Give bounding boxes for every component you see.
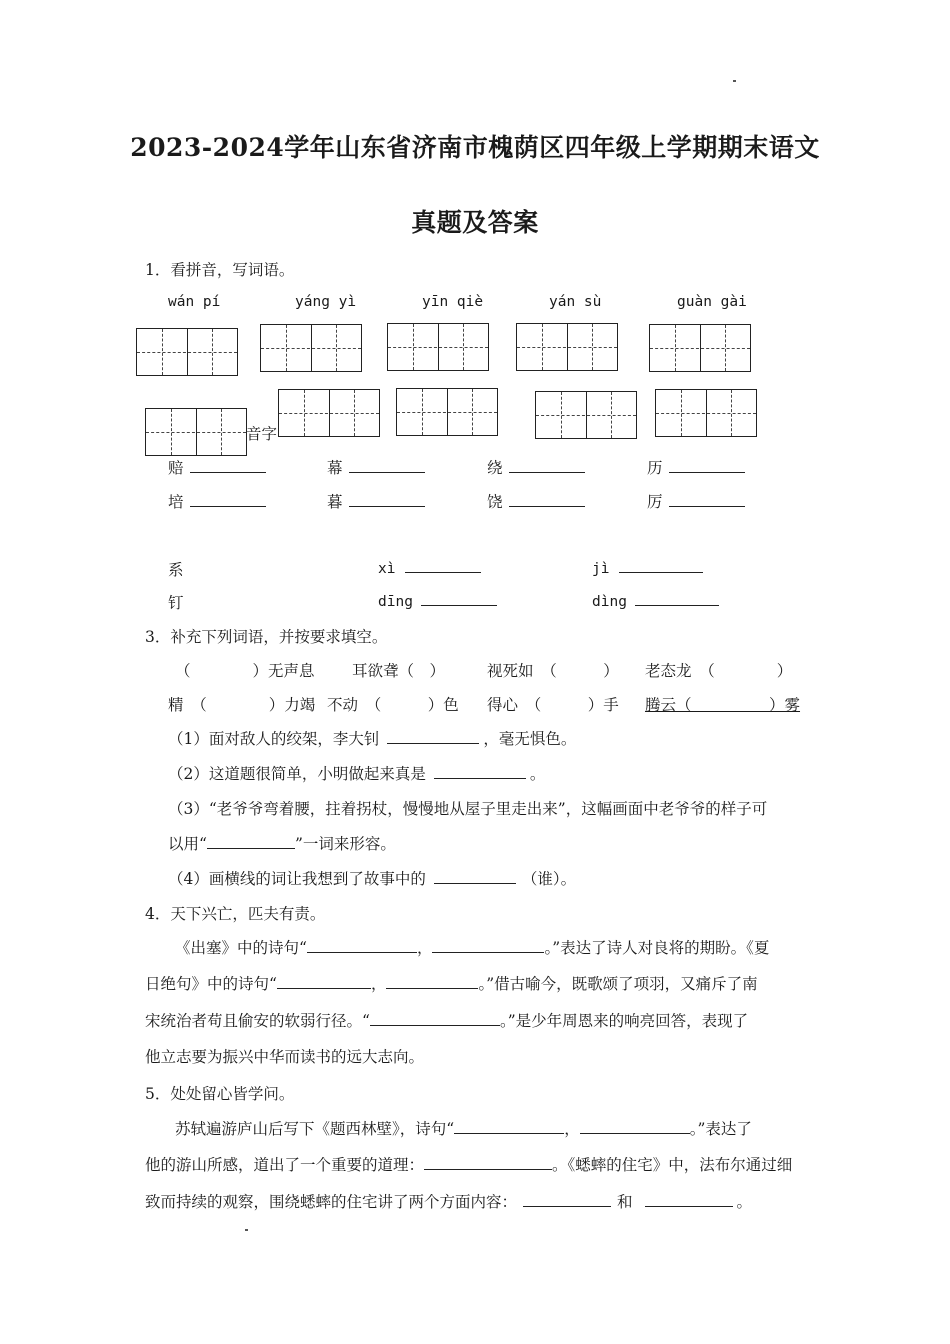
- answer-blank[interactable]: [349, 458, 425, 473]
- char: 饶: [487, 493, 503, 511]
- underlined-idiom: 腾云（ ）雾: [645, 696, 801, 714]
- stray-mark: [733, 80, 736, 82]
- idiom: 老态龙 （ ）: [645, 662, 793, 680]
- q5-line3: 致而持续的观察，围绕蟋蟀的住宅讲了两个方面内容： 和 。: [145, 1193, 753, 1211]
- q3-sub3-line2: 以用“ ”一词来形容。: [168, 835, 396, 853]
- answer-blank[interactable]: [645, 1192, 733, 1207]
- pinyin-label: jì: [592, 561, 610, 577]
- idiom: 不动 （ ）色: [327, 696, 459, 714]
- question-5-heading: 5．处处留心皆学问。: [145, 1085, 295, 1103]
- overlapped-text-fragment: 音字: [246, 425, 278, 443]
- writing-grid[interactable]: [649, 324, 751, 372]
- answer-blank[interactable]: [386, 974, 478, 989]
- pinyin-1: wán pí: [168, 294, 221, 310]
- char: 幕: [327, 459, 343, 477]
- answer-blank[interactable]: [580, 1119, 690, 1134]
- answer-blank[interactable]: [307, 938, 417, 953]
- pinyin-label: xì: [378, 561, 396, 577]
- q2-row2: [168, 490, 266, 512]
- question-1-heading: 1．看拼音，写词语。: [145, 261, 295, 279]
- answer-blank[interactable]: [509, 492, 585, 507]
- answer-blank[interactable]: [190, 458, 266, 473]
- answer-blank[interactable]: [619, 558, 703, 573]
- idiom: （ ）无声息: [175, 662, 315, 680]
- writing-grid[interactable]: [278, 389, 380, 437]
- writing-grid[interactable]: [260, 324, 362, 372]
- q5-line2: 他的游山所感，道出了一个重要的道理： 。《蟋蟀的住宅》中，法布尔通过细: [145, 1156, 793, 1174]
- writing-grid[interactable]: [516, 323, 618, 371]
- q3-sub4: （4）画横线的词让我想到了故事中的 （谁）。: [168, 870, 577, 888]
- poly-char: 系: [168, 561, 184, 579]
- stray-mark: [245, 1229, 248, 1231]
- answer-blank[interactable]: [434, 869, 516, 884]
- pinyin-5: guàn gài: [677, 294, 747, 310]
- pinyin-label: dìng: [592, 594, 627, 610]
- question-3-heading: 3．补充下列词语，并按要求填空。: [145, 628, 388, 646]
- char: 历: [647, 459, 663, 477]
- idiom: 精 （ ）力竭: [168, 696, 316, 714]
- answer-blank[interactable]: [405, 558, 481, 573]
- char: 培: [168, 493, 184, 511]
- writing-grid[interactable]: [136, 328, 238, 376]
- pinyin-4: yán sù: [549, 294, 602, 310]
- writing-grid[interactable]: [535, 391, 637, 439]
- answer-blank[interactable]: [190, 492, 266, 507]
- answer-blank[interactable]: [509, 458, 585, 473]
- page-title-line2: 真题及答案: [411, 208, 539, 237]
- q2-row1: [168, 456, 266, 478]
- answer-blank[interactable]: [635, 591, 719, 606]
- idiom: 耳欲聋（ ）: [352, 662, 446, 680]
- q4-line2: 日绝句》中的诗句“ ， 。”借古喻今，既歌颂了项羽，又痛斥了南: [145, 975, 758, 993]
- writing-grid[interactable]: [396, 388, 498, 436]
- q3-sub3-line1: （3）“老爷爷弯着腰，拄着拐杖，慢慢地从屋子里走出来”，这幅画面中老爷爷的样子可: [168, 800, 768, 818]
- answer-blank[interactable]: [421, 591, 497, 606]
- answer-blank[interactable]: [523, 1192, 611, 1207]
- answer-blank[interactable]: [424, 1155, 552, 1170]
- answer-blank[interactable]: [349, 492, 425, 507]
- writing-grid[interactable]: [145, 408, 247, 456]
- answer-blank[interactable]: [370, 1011, 500, 1026]
- idiom: 得心 （ ）手: [487, 696, 619, 714]
- q3-sub1: （1）面对敌人的绞架，李大钊 ，毫无惧色。: [168, 730, 577, 748]
- char: 绕: [487, 459, 503, 477]
- page-title: 2023-2024学年山东省济南市槐荫区四年级上学期期末语文: [130, 133, 820, 162]
- q4-line3: 宋统治者苟且偷安的软弱行径。“ 。”是少年周恩来的响亮回答，表现了: [145, 1012, 749, 1030]
- q4-line4: 他立志要为振兴中华而读书的远大志向。: [145, 1048, 425, 1066]
- answer-blank[interactable]: [432, 938, 544, 953]
- q5-line1: 苏轼遍游庐山后写下《题西林壁》，诗句“ ， 。”表达了: [175, 1120, 752, 1138]
- answer-blank[interactable]: [454, 1119, 564, 1134]
- pinyin-3: yīn qiè: [422, 294, 484, 310]
- char: 厉: [647, 493, 663, 511]
- char: 暮: [327, 493, 343, 511]
- answer-blank[interactable]: [434, 764, 526, 779]
- pinyin-label: dīng: [378, 594, 413, 610]
- char: 赔: [168, 459, 184, 477]
- answer-blank[interactable]: [669, 458, 745, 473]
- answer-blank[interactable]: [387, 729, 479, 744]
- writing-grid[interactable]: [387, 323, 489, 371]
- q3-sub2: （2）这道题很简单，小明做起来真是 。: [168, 765, 546, 783]
- poly-char: 钉: [168, 594, 184, 612]
- answer-blank[interactable]: [277, 974, 371, 989]
- q4-line1: 《出塞》中的诗句“ ， 。”表达了诗人对良将的期盼。《夏: [175, 939, 770, 957]
- question-4-heading: 4．天下兴亡，匹夫有责。: [145, 905, 326, 923]
- answer-blank[interactable]: [207, 834, 295, 849]
- answer-blank[interactable]: [669, 492, 745, 507]
- writing-grid[interactable]: [655, 389, 757, 437]
- idiom: 视死如 （ ）: [487, 662, 619, 680]
- pinyin-2: yáng yì: [295, 294, 357, 310]
